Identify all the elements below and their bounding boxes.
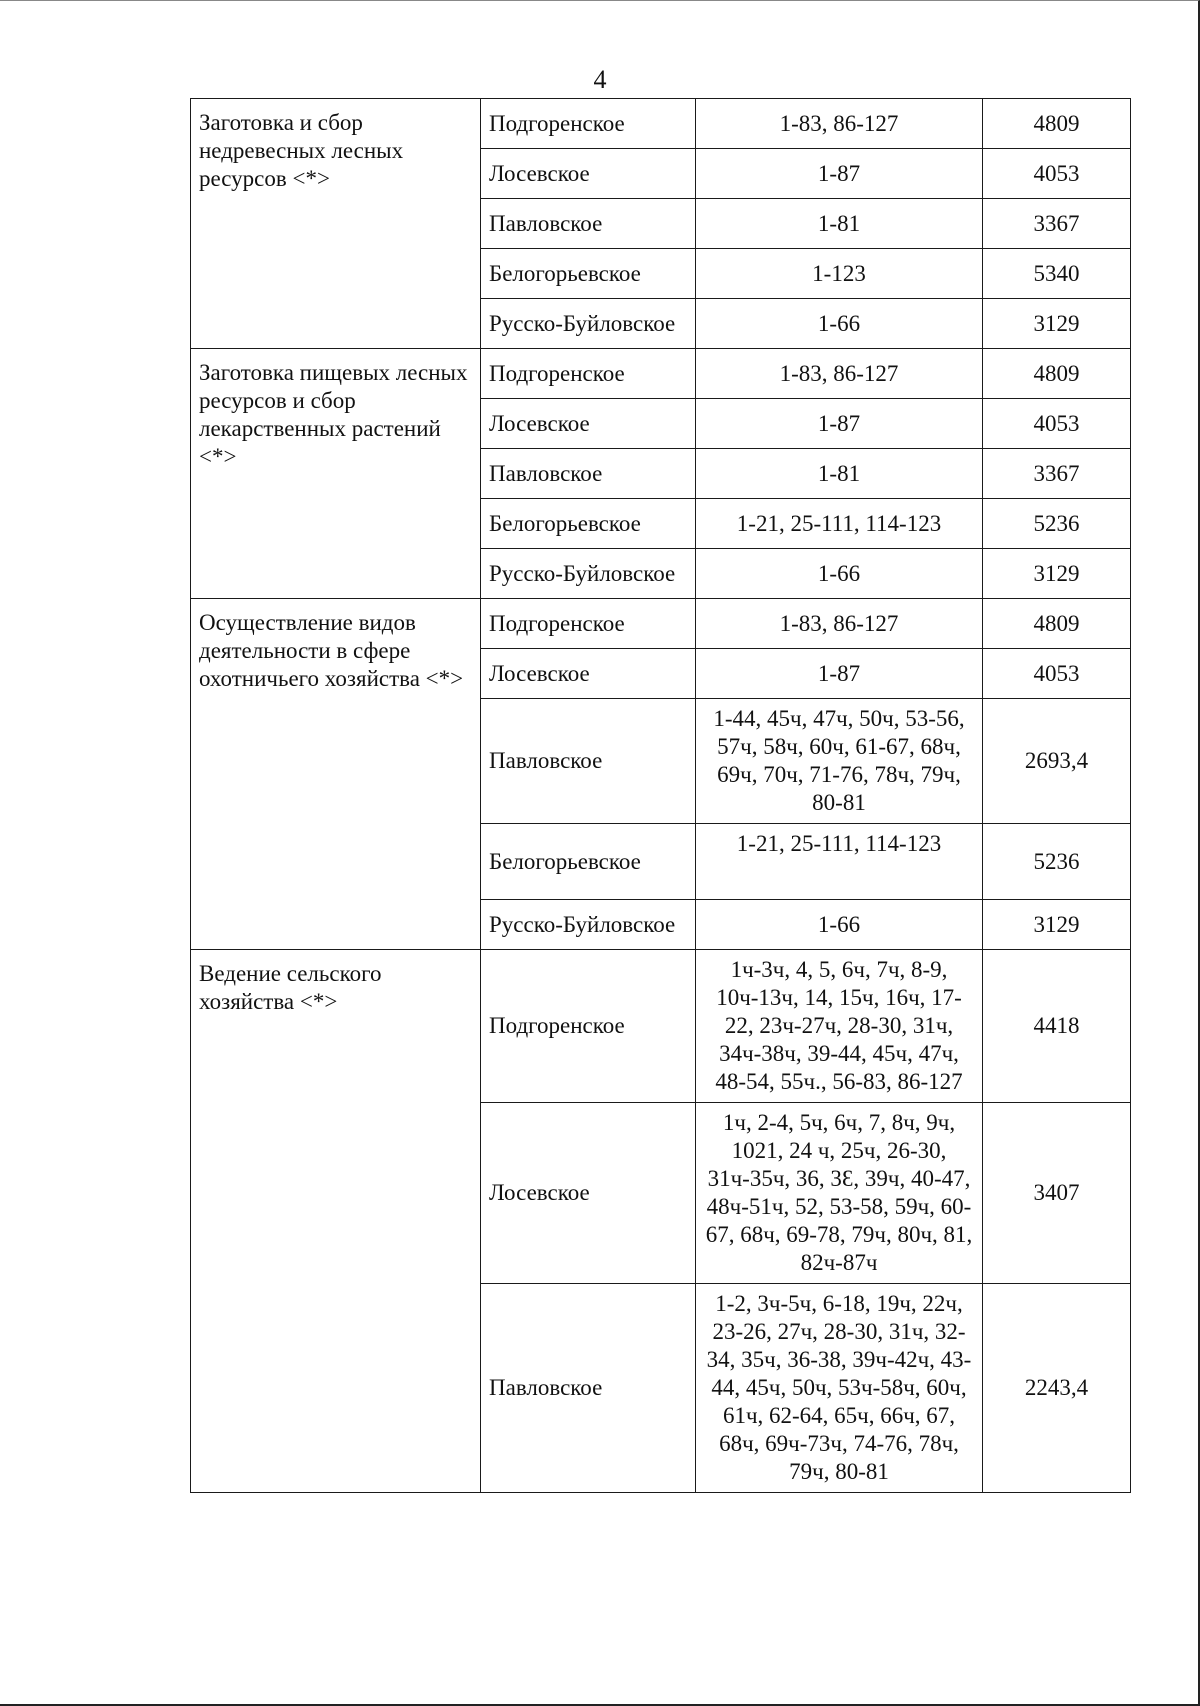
table-row: [191, 99, 1131, 149]
quarters-cell: 1-66: [696, 900, 983, 950]
forestry-cell: Павловское: [481, 1284, 696, 1493]
area-cell: 4418: [983, 950, 1131, 1103]
forestry-cell: Лосевское: [481, 399, 696, 449]
quarters-cell: 1-81: [696, 449, 983, 499]
forestry-cell: Белогорьевское: [481, 499, 696, 549]
forestry-cell: Русско-Буйловское: [481, 549, 696, 599]
forestry-cell: Павловское: [481, 699, 696, 824]
area-cell: 4809: [983, 349, 1131, 399]
area-cell: 3129: [983, 900, 1131, 950]
quarters-cell: 1-21, 25-111, 114-123: [696, 824, 983, 900]
area-cell: 4053: [983, 149, 1131, 199]
activity-cell: Заготовка пищевых лесных ресурсов и сбор лекарственных растений <*>: [191, 349, 481, 599]
area-cell: 3367: [983, 199, 1131, 249]
quarters-cell: 1-87: [696, 149, 983, 199]
quarters-cell: 1-66: [696, 299, 983, 349]
forestry-cell: Павловское: [481, 199, 696, 249]
forestry-cell: Подгоренское: [481, 349, 696, 399]
forestry-cell: Подгоренское: [481, 950, 696, 1103]
area-cell: 3407: [983, 1103, 1131, 1284]
forestry-cell: Белогорьевское: [481, 249, 696, 299]
area-cell: 3129: [983, 549, 1131, 599]
forestry-cell: Лосевское: [481, 649, 696, 699]
quarters-cell: 1ч, 2-4, 5ч, 6ч, 7, 8ч, 9ч, 1021, 24 ч, 25ч, 26-30, 31ч-35ч, 36, 3Ɛ, 39ч, 40-47, 48ч-51ч, 52, 53-58, 59ч, 60-67, 68ч, 69-78, 79ч, 80ч, 81, 82ч-87ч: [696, 1103, 983, 1284]
area-cell: 2243,4: [983, 1284, 1131, 1493]
table-row: [191, 349, 1131, 399]
area-cell: 4053: [983, 649, 1131, 699]
area-cell: 4809: [983, 599, 1131, 649]
area-cell: 4809: [983, 99, 1131, 149]
area-cell: 2693,4: [983, 699, 1131, 824]
quarters-cell: 1-87: [696, 399, 983, 449]
area-cell: 5340: [983, 249, 1131, 299]
quarters-cell: 1-21, 25-111, 114-123: [696, 499, 983, 549]
area-cell: 5236: [983, 824, 1131, 900]
quarters-cell: 1-66: [696, 549, 983, 599]
activity-cell: Осуществление видов деятельности в сфере охотничьего хозяйства <*>: [191, 599, 481, 950]
quarters-cell: 1ч-3ч, 4, 5, 6ч, 7ч, 8-9, 10ч-13ч, 14, 15ч, 16ч, 17-22, 23ч-27ч, 28-30, 31ч, 34ч-38ч, 39-44, 45ч, 47ч, 48-54, 55ч., 56-83, 86-127: [696, 950, 983, 1103]
quarters-cell: 1-83, 86-127: [696, 599, 983, 649]
forestry-cell: Павловское: [481, 449, 696, 499]
quarters-cell: 1-2, 3ч-5ч, 6-18, 19ч, 22ч, 23-26, 27ч, 28-30, 31ч, 32-34, 35ч, 36-38, 39ч-42ч, 43-44, 45ч, 50ч, 53ч-58ч, 60ч, 61ч, 62-64, 65ч, 66ч, 67, 68ч, 69ч-73ч, 74-76, 78ч, 79ч, 80-81: [696, 1284, 983, 1493]
activity-cell: Ведение сельского хозяйства <*>: [191, 950, 481, 1493]
forest-use-table: [190, 98, 1131, 1493]
forestry-cell: Подгоренское: [481, 99, 696, 149]
forestry-cell: Русско-Буйловское: [481, 299, 696, 349]
forestry-cell: Подгоренское: [481, 599, 696, 649]
area-cell: 3367: [983, 449, 1131, 499]
quarters-cell: 1-123: [696, 249, 983, 299]
quarters-cell: 1-81: [696, 199, 983, 249]
forestry-cell: Лосевское: [481, 149, 696, 199]
area-cell: 4053: [983, 399, 1131, 449]
forestry-cell: Белогорьевское: [481, 824, 696, 900]
table-row: [191, 599, 1131, 649]
activity-cell: Заготовка и сбор недревесных лесных ресурсов <*>: [191, 99, 481, 349]
quarters-cell: 1-87: [696, 649, 983, 699]
forestry-cell: Русско-Буйловское: [481, 900, 696, 950]
quarters-cell: 1-83, 86-127: [696, 349, 983, 399]
quarters-cell: 1-83, 86-127: [696, 99, 983, 149]
area-cell: 5236: [983, 499, 1131, 549]
quarters-cell: 1-44, 45ч, 47ч, 50ч, 53-56, 57ч, 58ч, 60ч, 61-67, 68ч, 69ч, 70ч, 71-76, 78ч, 79ч, 80-81: [696, 699, 983, 824]
forestry-cell: Лосевское: [481, 1103, 696, 1284]
table-row: [191, 950, 1131, 1103]
area-cell: 3129: [983, 299, 1131, 349]
page-number: 4: [593, 65, 607, 94]
